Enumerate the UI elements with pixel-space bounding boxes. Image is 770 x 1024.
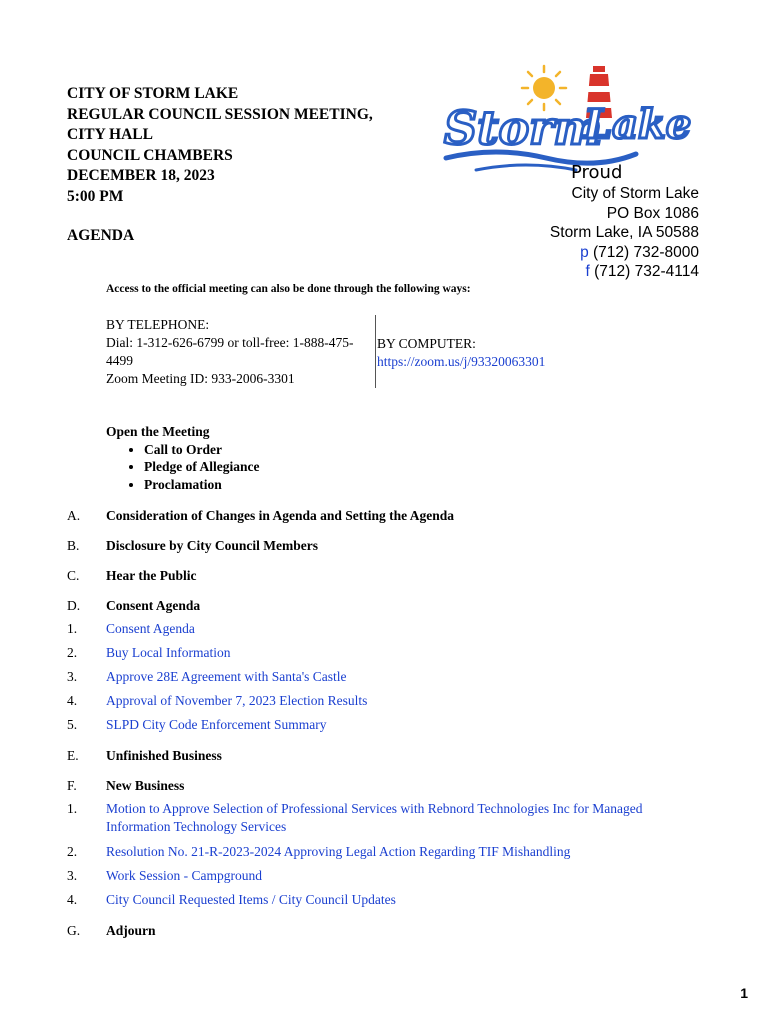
header-date: DECEMBER 18, 2023 [67,167,215,184]
contact-fax-row [550,262,699,282]
item-number: 2. [67,645,78,660]
contact-city: Storm Lake, IA 50588 [549,224,699,241]
item-number: 3. [67,868,78,883]
logo-word-storm: Storm [444,101,603,155]
section-key: D. [67,598,81,613]
logo-tagline: Proud [571,162,623,183]
computer-title: BY COMPUTER: [377,336,476,351]
agenda-item-link[interactable]: SLPD City Code Enforcement Summary [106,717,327,732]
contact-name: City of Storm Lake [571,185,699,202]
access-note: Access to the official meeting can also be done through the following ways: [106,283,471,295]
open-meeting-list [106,441,259,494]
section-key: B. [67,538,80,553]
computer-block [377,335,545,371]
item-number: 1. [67,621,78,636]
contact-phone-row [550,243,699,263]
fax-label: f [585,263,590,280]
section-title: Disclosure by City Council Members [106,538,318,553]
section-title: Hear the Public [106,568,197,583]
agenda-item-link[interactable]: Approve 28E Agreement with Santa's Castle [106,669,347,684]
agenda-item-link[interactable]: City Council Requested Items / City Council Updates [106,892,396,907]
header-time: 5:00 PM [67,187,124,205]
section-title: Adjourn [106,923,156,938]
agenda-item-link[interactable]: Motion to Approve Selection of Professional Services with Rebnord Technologies Inc for Managed Information Technology Services [106,801,643,834]
header-session: REGULAR COUNCIL SESSION MEETING, [67,105,373,123]
contact-phone: (712) 732-8000 [593,243,699,261]
agenda-item-link[interactable]: Work Session - Campground [106,868,263,883]
section-title: Consideration of Changes in Agenda and Setting the Agenda [106,508,455,523]
contact-fax: (712) 732-4114 [594,263,699,280]
logo-word-lake: Lake [584,101,692,148]
page-number: 1 [740,985,748,1001]
agenda-item-link[interactable]: Resolution No. 21-R-2023-2024 Approving Legal Action Regarding TIF Mishandling [106,844,571,859]
phone-label: p [580,243,589,261]
section-key: C. [67,568,80,583]
item-number: 1. [67,801,78,816]
section-key: F. [67,778,77,793]
header-location: CITY HALL [67,126,153,143]
contact-block [550,184,699,282]
open-meeting-title: Open the Meeting [106,424,210,439]
telephone-dial: Dial: 1-312-626-6799 or toll-free: 1-888-475-4499 [106,335,354,368]
item-number: 4. [67,693,78,708]
header-room: COUNCIL CHAMBERS [67,146,233,164]
column-divider [375,315,376,388]
item-number: 3. [67,669,78,684]
telephone-title: BY TELEPHONE: [106,317,210,332]
contact-po-box: PO Box 1086 [606,204,699,222]
zoom-link[interactable]: https://zoom.us/j/93320063301 [377,354,546,369]
section-title: Unfinished Business [106,748,222,763]
zoom-meeting-id: Zoom Meeting ID: 933-2006-3301 [106,371,295,386]
item-number: 5. [67,717,78,732]
item-number: 2. [67,844,78,859]
section-title: New Business [106,778,185,793]
meeting-header [67,84,373,207]
storm-lake-logo [436,58,701,183]
open-meeting [106,423,259,493]
section-key: E. [67,748,79,763]
telephone-block [106,316,364,388]
header-city: CITY OF STORM LAKE [67,85,239,102]
logo-graphic [436,58,701,183]
list-item: • Call to Order [144,441,259,459]
list-item: • Proclamation [144,476,259,494]
section-title: Consent Agenda [106,598,201,613]
list-item: • Pledge of Allegiance [144,458,259,476]
section-key: G. [67,923,81,938]
agenda-title: AGENDA [67,227,135,244]
agenda-item-link[interactable]: Approval of November 7, 2023 Election Results [106,693,368,708]
section-key: A. [67,508,81,523]
item-number: 4. [67,892,78,907]
agenda-item-link[interactable]: Buy Local Information [106,645,231,660]
agenda-item-link[interactable]: Consent Agenda [106,621,195,636]
